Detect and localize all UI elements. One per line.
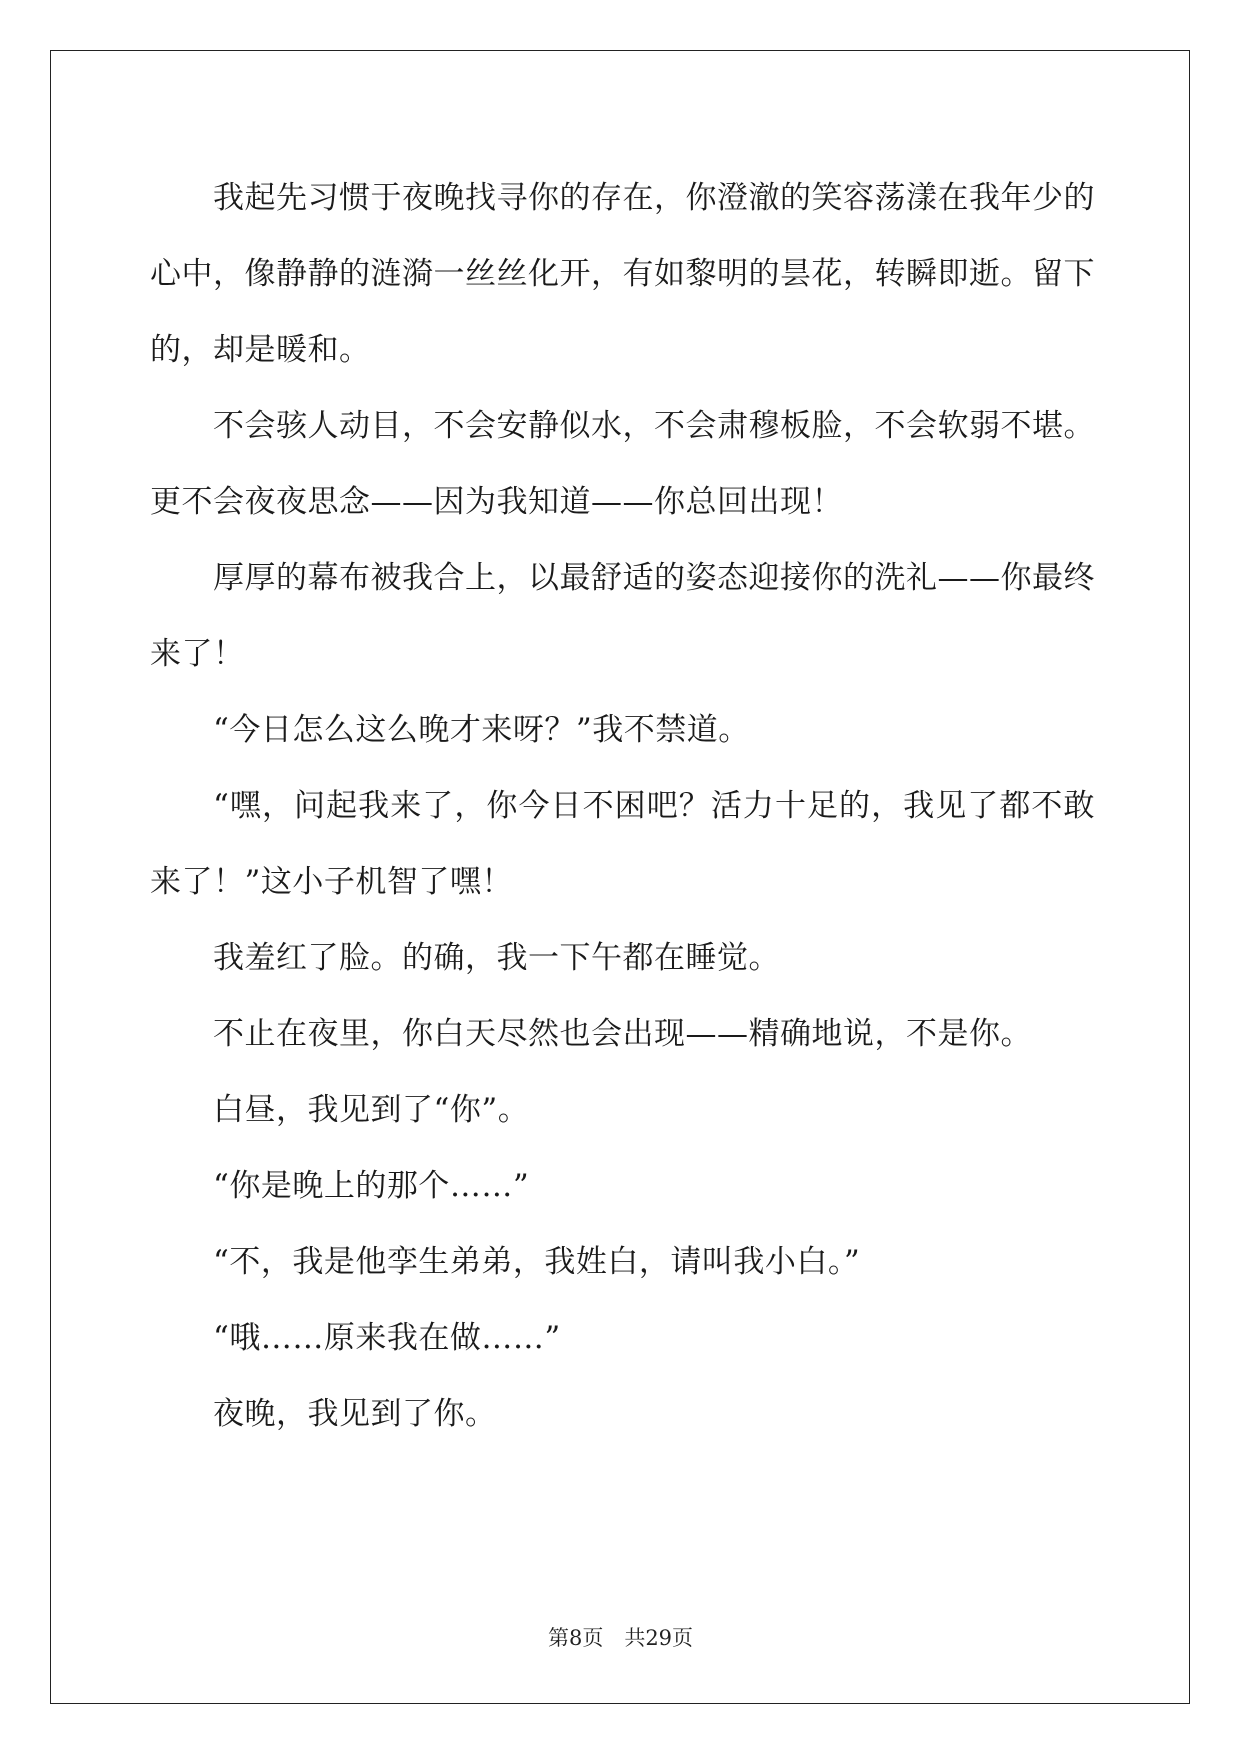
text-line: 的，却是暖和。 (150, 332, 371, 368)
text-line: 我起先习惯于夜晚找寻你的存在，你澄澈的笑容荡漾在我年少的 (213, 180, 1095, 216)
text-line: 不止在夜里，你白天尽然也会出现——精确地说，不是你。 (213, 1016, 1032, 1052)
paragraph (150, 540, 1095, 692)
paragraph (150, 768, 1095, 920)
paragraph (150, 920, 1095, 996)
text-line: 更不会夜夜思念——因为我知道——你总回出现！ (150, 484, 843, 520)
text-line: 厚厚的幕布被我合上，以最舒适的姿态迎接你的洗礼——你最终 (213, 560, 1095, 596)
paragraph (150, 996, 1095, 1072)
page-number: 第8页 共29页 (547, 1626, 694, 1650)
paragraph (150, 692, 1095, 768)
text-line: “嘿，问起我来了，你今日不困吧？活力十足的，我见了都不敢 (213, 788, 1095, 824)
paragraph (150, 1224, 1095, 1300)
text-line: “你是晚上的那个……” (213, 1168, 530, 1204)
paragraph (150, 160, 1095, 388)
text-line: 来了！ (150, 636, 245, 672)
text-line: “哦……原来我在做……” (213, 1320, 561, 1356)
text-line: 来了！”这小子机智了嘿！ (150, 864, 513, 900)
text-line: “今日怎么这么晚才来呀？”我不禁道。 (213, 712, 750, 748)
text-line: 白昼，我见到了“你”。 (213, 1092, 530, 1128)
paragraph (150, 1148, 1095, 1224)
text-line: 夜晚，我见到了你。 (213, 1396, 497, 1432)
text-line: “不，我是他孪生弟弟，我姓白，请叫我小白。” (213, 1244, 861, 1280)
paragraph (150, 1072, 1095, 1148)
text-line: 我羞红了脸。的确，我一下午都在睡觉。 (213, 940, 780, 976)
text-line: 心中，像静静的涟漪一丝丝化开，有如黎明的昙花，转瞬即逝。留下 (150, 256, 1095, 292)
paragraph (150, 1300, 1095, 1376)
paragraph (150, 1376, 1095, 1452)
document-body (150, 160, 1095, 1452)
paragraph (150, 388, 1095, 540)
text-line: 不会骇人动目，不会安静似水，不会肃穆板脸，不会软弱不堪。 (213, 408, 1095, 444)
